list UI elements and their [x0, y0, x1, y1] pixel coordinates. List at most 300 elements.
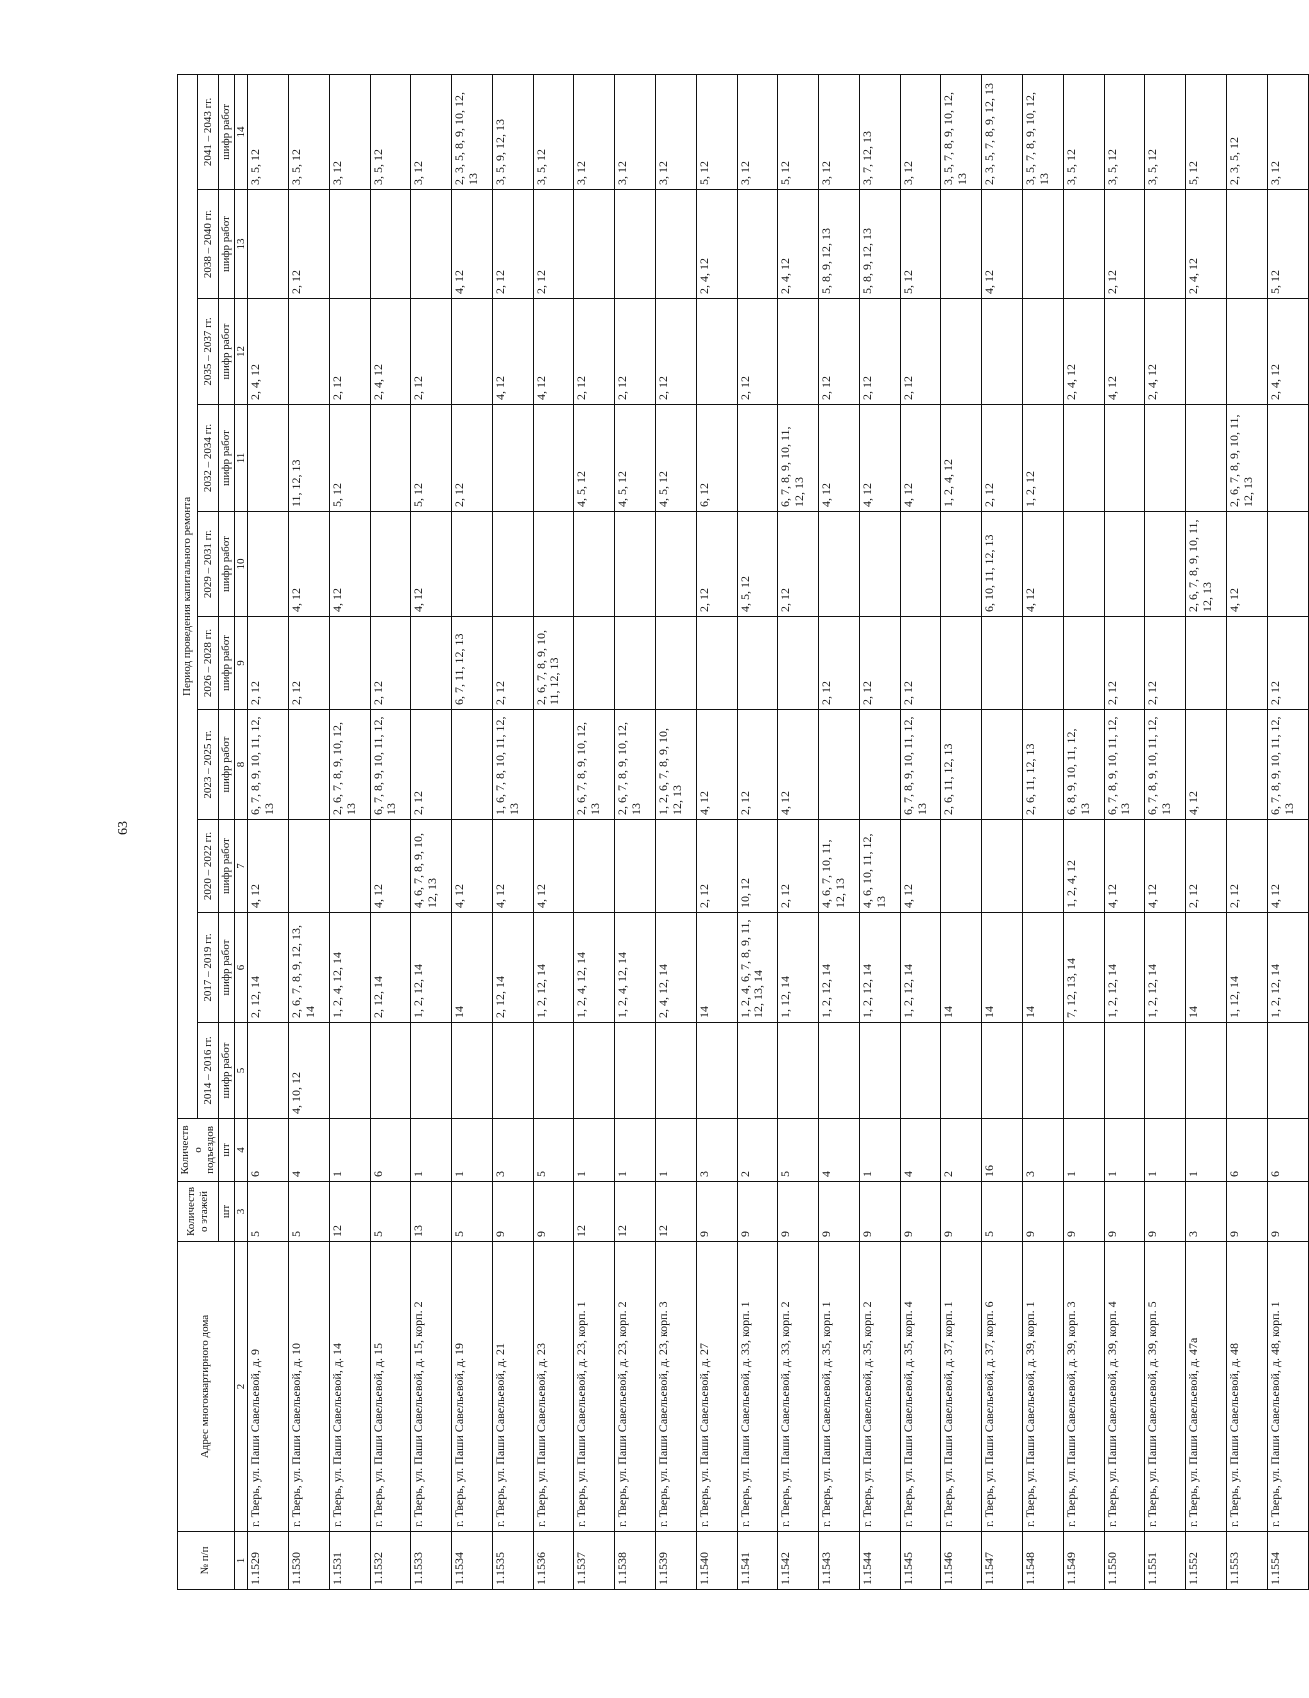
row-entrances: 6: [370, 1119, 411, 1182]
row-work-codes-period-8: 2, 12: [737, 299, 778, 405]
row-work-codes-period-10: 3, 12: [819, 74, 860, 189]
row-work-codes-period-7: [1267, 405, 1308, 512]
row-work-codes-period-7: 5, 12: [411, 405, 452, 512]
row-address: г. Тверь, ул. Паши Савельевой, д. 37, корп. 6: [982, 1242, 1023, 1532]
row-work-codes-period-4: [288, 710, 329, 820]
row-work-codes-period-7: 4, 5, 12: [574, 405, 615, 512]
row-address: г. Тверь, ул. Паши Савельевой, д. 27: [696, 1242, 737, 1532]
table-row: [533, 74, 574, 1589]
row-work-codes-period-6: [819, 512, 860, 617]
row-work-codes-period-2: 14: [696, 913, 737, 1023]
row-floors: 5: [452, 1182, 493, 1242]
row-entrances: 6: [1226, 1119, 1267, 1182]
row-entrances: 4: [819, 1119, 860, 1182]
row-address: г. Тверь, ул. Паши Савельевой, д. 39, корп. 4: [1104, 1242, 1145, 1532]
header-work-code-10: шифр работ: [218, 74, 234, 189]
row-floors: 9: [696, 1182, 737, 1242]
table-row: [329, 74, 370, 1589]
row-work-codes-period-5: [329, 617, 370, 710]
header-col-num: № п/п: [178, 1532, 235, 1590]
row-work-codes-period-10: 3, 5, 12: [288, 74, 329, 189]
row-work-codes-period-7: [492, 405, 533, 512]
header-work-code-7: шифр работ: [218, 405, 234, 512]
row-work-codes-period-4: 6, 7, 8, 9, 10, 11, 12, 13: [1104, 710, 1145, 820]
row-address: г. Тверь, ул. Паши Савельевой, д. 9: [248, 1242, 289, 1532]
row-entrances: 6: [1267, 1119, 1308, 1182]
row-work-codes-period-7: 4, 5, 12: [615, 405, 656, 512]
row-work-codes-period-1: [1145, 1023, 1186, 1119]
row-work-codes-period-5: 2, 12: [370, 617, 411, 710]
row-number: 1.1543: [819, 1532, 860, 1590]
row-work-codes-period-3: [941, 820, 982, 913]
row-work-codes-period-3: [574, 820, 615, 913]
header-work-code-4: шифр работ: [218, 710, 234, 820]
row-work-codes-period-7: 4, 5, 12: [656, 405, 697, 512]
row-work-codes-period-9: 4, 12: [982, 190, 1023, 299]
row-entrances: 1: [1063, 1119, 1104, 1182]
row-number: 1.1531: [329, 1532, 370, 1590]
row-entrances: 1: [859, 1119, 900, 1182]
row-work-codes-period-10: 3, 12: [737, 74, 778, 189]
row-work-codes-period-7: 5, 12: [329, 405, 370, 512]
row-work-codes-period-5: 6, 7, 11, 12, 13: [452, 617, 493, 710]
row-work-codes-period-4: 6, 7, 8, 9, 10, 11, 12, 13: [248, 710, 289, 820]
row-work-codes-period-8: [1023, 299, 1064, 405]
row-work-codes-period-4: [1226, 710, 1267, 820]
row-work-codes-period-8: 2, 12: [819, 299, 860, 405]
row-entrances: 1: [1104, 1119, 1145, 1182]
row-work-codes-period-1: [696, 1023, 737, 1119]
row-entrances: 1: [574, 1119, 615, 1182]
row-work-codes-period-9: [1226, 190, 1267, 299]
row-work-codes-period-7: 4, 12: [819, 405, 860, 512]
row-work-codes-period-1: [656, 1023, 697, 1119]
row-entrances: 1: [615, 1119, 656, 1182]
row-entrances: 2: [737, 1119, 778, 1182]
row-work-codes-period-10: 3, 12: [574, 74, 615, 189]
row-work-codes-period-3: [329, 820, 370, 913]
header-unit-floors: шт: [218, 1182, 234, 1242]
row-floors: 13: [411, 1182, 452, 1242]
row-work-codes-period-6: 4, 12: [329, 512, 370, 617]
row-floors: 9: [737, 1182, 778, 1242]
row-work-codes-period-9: 2, 4, 12: [778, 190, 819, 299]
column-number-7: 7: [234, 820, 248, 913]
row-work-codes-period-1: [533, 1023, 574, 1119]
row-work-codes-period-5: [941, 617, 982, 710]
row-work-codes-period-9: [329, 190, 370, 299]
rotated-page-content: [177, 75, 1299, 1590]
row-work-codes-period-5: [656, 617, 697, 710]
row-work-codes-period-2: 2, 12, 14: [370, 913, 411, 1023]
row-work-codes-period-6: [492, 512, 533, 617]
row-work-codes-period-5: 2, 12: [288, 617, 329, 710]
row-floors: 5: [288, 1182, 329, 1242]
row-work-codes-period-1: [778, 1023, 819, 1119]
row-floors: 5: [370, 1182, 411, 1242]
row-work-codes-period-2: 1, 2, 12, 14: [1104, 913, 1145, 1023]
row-work-codes-period-1: [900, 1023, 941, 1119]
table-row: [1104, 74, 1145, 1589]
row-work-codes-period-7: [533, 405, 574, 512]
row-work-codes-period-2: 14: [1023, 913, 1064, 1023]
row-work-codes-period-4: 4, 12: [1186, 710, 1227, 820]
row-work-codes-period-6: [1104, 512, 1145, 617]
row-address: г. Тверь, ул. Паши Савельевой, д. 47а: [1186, 1242, 1227, 1532]
row-work-codes-period-7: 2, 6, 7, 8, 9, 10, 11, 12, 13: [1226, 405, 1267, 512]
row-work-codes-period-3: 2, 12: [778, 820, 819, 913]
row-work-codes-period-6: [370, 512, 411, 617]
row-number: 1.1536: [533, 1532, 574, 1590]
row-floors: 9: [900, 1182, 941, 1242]
row-work-codes-period-3: [656, 820, 697, 913]
row-work-codes-period-6: [1145, 512, 1186, 617]
table-row: [1023, 74, 1064, 1589]
row-work-codes-period-4: 4, 12: [696, 710, 737, 820]
row-work-codes-period-10: 3, 7, 12, 13: [859, 74, 900, 189]
row-work-codes-period-2: 2, 12, 14: [248, 913, 289, 1023]
row-work-codes-period-5: 2, 12: [900, 617, 941, 710]
row-work-codes-period-9: 5, 8, 9, 12, 13: [819, 190, 860, 299]
header-col-address: Адрес многоквартирного дома: [178, 1242, 235, 1532]
row-work-codes-period-10: 2, 3, 5, 12: [1226, 74, 1267, 189]
row-number: 1.1530: [288, 1532, 329, 1590]
header-unit-entrances: шт: [218, 1119, 234, 1182]
row-work-codes-period-9: 2, 12: [492, 190, 533, 299]
row-work-codes-period-1: [370, 1023, 411, 1119]
row-work-codes-period-10: 3, 5, 12: [248, 74, 289, 189]
table-row: [737, 74, 778, 1589]
row-address: г. Тверь, ул. Паши Савельевой, д. 19: [452, 1242, 493, 1532]
header-period-group: Период проведения капитального ремонта: [178, 74, 198, 1118]
row-work-codes-period-9: 2, 12: [533, 190, 574, 299]
row-work-codes-period-1: [982, 1023, 1023, 1119]
row-work-codes-period-10: 3, 5, 12: [370, 74, 411, 189]
row-work-codes-period-8: 2, 12: [574, 299, 615, 405]
column-number-3: 3: [234, 1182, 248, 1242]
row-number: 1.1540: [696, 1532, 737, 1590]
header-work-code-6: шифр работ: [218, 512, 234, 617]
row-work-codes-period-8: [982, 299, 1023, 405]
row-work-codes-period-2: 1, 2, 4, 12, 14: [329, 913, 370, 1023]
row-work-codes-period-6: [574, 512, 615, 617]
column-number-13: 13: [234, 190, 248, 299]
row-work-codes-period-4: 2, 6, 11, 12, 13: [1023, 710, 1064, 820]
header-period-5: 2026 – 2028 гг.: [198, 617, 218, 710]
row-work-codes-period-6: 4, 12: [288, 512, 329, 617]
header-period-2: 2017 – 2019 гг.: [198, 913, 218, 1023]
row-work-codes-period-3: 4, 6, 7, 8, 9, 10, 12, 13: [411, 820, 452, 913]
header-period-6: 2029 – 2031 гг.: [198, 512, 218, 617]
header-row-1: [178, 74, 198, 1589]
table-body: [248, 74, 1308, 1589]
row-work-codes-period-4: [859, 710, 900, 820]
row-number: 1.1552: [1186, 1532, 1227, 1590]
row-address: г. Тверь, ул. Паши Савельевой, д. 23: [533, 1242, 574, 1532]
row-work-codes-period-7: 4, 12: [859, 405, 900, 512]
table-row: [1226, 74, 1267, 1589]
row-work-codes-period-5: 2, 12: [492, 617, 533, 710]
row-work-codes-period-5: [1226, 617, 1267, 710]
row-work-codes-period-1: [615, 1023, 656, 1119]
row-work-codes-period-1: [452, 1023, 493, 1119]
row-address: г. Тверь, ул. Паши Савельевой, д. 33, корп. 1: [737, 1242, 778, 1532]
row-work-codes-period-9: [1023, 190, 1064, 299]
row-work-codes-period-5: [982, 617, 1023, 710]
row-floors: 3: [1186, 1182, 1227, 1242]
row-address: г. Тверь, ул. Паши Савельевой, д. 37, корп. 1: [941, 1242, 982, 1532]
row-work-codes-period-8: 2, 12: [900, 299, 941, 405]
table-row: [1145, 74, 1186, 1589]
row-work-codes-period-4: [533, 710, 574, 820]
row-work-codes-period-1: [329, 1023, 370, 1119]
row-work-codes-period-9: [574, 190, 615, 299]
row-work-codes-period-1: [819, 1023, 860, 1119]
row-work-codes-period-9: 4, 12: [452, 190, 493, 299]
row-work-codes-period-9: [411, 190, 452, 299]
row-work-codes-period-5: 2, 6, 7, 8, 9, 10, 11, 12, 13: [533, 617, 574, 710]
header-work-code-9: шифр работ: [218, 190, 234, 299]
row-work-codes-period-6: 2, 12: [696, 512, 737, 617]
row-entrances: 1: [656, 1119, 697, 1182]
row-work-codes-period-8: 2, 4, 12: [1145, 299, 1186, 405]
row-number: 1.1539: [656, 1532, 697, 1590]
row-work-codes-period-7: 2, 12: [982, 405, 1023, 512]
row-work-codes-period-2: 1, 2, 12, 14: [1145, 913, 1186, 1023]
row-work-codes-period-10: 3, 5, 12: [533, 74, 574, 189]
row-work-codes-period-2: 2, 4, 12, 14: [656, 913, 697, 1023]
row-work-codes-period-10: 5, 12: [778, 74, 819, 189]
row-work-codes-period-1: [1023, 1023, 1064, 1119]
row-work-codes-period-8: 4, 12: [533, 299, 574, 405]
row-work-codes-period-7: 6, 7, 8, 9, 10, 11, 12, 13: [778, 405, 819, 512]
row-floors: 9: [1267, 1182, 1308, 1242]
column-number-6: 6: [234, 913, 248, 1023]
row-work-codes-period-3: 4, 12: [452, 820, 493, 913]
row-work-codes-period-8: 2, 12: [329, 299, 370, 405]
row-work-codes-period-7: 6, 12: [696, 405, 737, 512]
column-number-14: 14: [234, 74, 248, 189]
row-work-codes-period-5: [1023, 617, 1064, 710]
row-work-codes-period-5: [615, 617, 656, 710]
row-address: г. Тверь, ул. Паши Савельевой, д. 35, корп. 1: [819, 1242, 860, 1532]
header-col-entrances: Количество подъездов: [178, 1119, 219, 1182]
column-number-12: 12: [234, 299, 248, 405]
row-number: 1.1546: [941, 1532, 982, 1590]
row-work-codes-period-9: 5, 8, 9, 12, 13: [859, 190, 900, 299]
row-work-codes-period-10: 2, 3, 5, 7, 8, 9, 12, 13: [982, 74, 1023, 189]
row-work-codes-period-9: [656, 190, 697, 299]
row-work-codes-period-8: 2, 12: [411, 299, 452, 405]
row-work-codes-period-6: 4, 5, 12: [737, 512, 778, 617]
table-row: [778, 74, 819, 1589]
row-work-codes-period-1: [492, 1023, 533, 1119]
table-row: [1267, 74, 1308, 1589]
row-work-codes-period-1: [1267, 1023, 1308, 1119]
row-work-codes-period-4: 1, 2, 6, 7, 8, 9, 10, 12, 13: [656, 710, 697, 820]
row-work-codes-period-4: [819, 710, 860, 820]
row-work-codes-period-2: 14: [982, 913, 1023, 1023]
row-work-codes-period-6: 4, 12: [1226, 512, 1267, 617]
row-work-codes-period-8: 4, 12: [492, 299, 533, 405]
row-address: г. Тверь, ул. Паши Савельевой, д. 39, корп. 1: [1023, 1242, 1064, 1532]
column-number-5: 5: [234, 1023, 248, 1119]
header-work-code-3: шифр работ: [218, 820, 234, 913]
column-number-4: 4: [234, 1119, 248, 1182]
row-work-codes-period-9: [1145, 190, 1186, 299]
table-row: [941, 74, 982, 1589]
row-number: 1.1545: [900, 1532, 941, 1590]
row-work-codes-period-10: 3, 12: [900, 74, 941, 189]
row-floors: 12: [329, 1182, 370, 1242]
row-address: г. Тверь, ул. Паши Савельевой, д. 23, корп. 2: [615, 1242, 656, 1532]
row-work-codes-period-4: 6, 7, 8, 9, 10, 11, 12, 13: [370, 710, 411, 820]
row-work-codes-period-2: 1, 2, 12, 14: [533, 913, 574, 1023]
row-work-codes-period-9: [1063, 190, 1104, 299]
row-work-codes-period-4: 2, 6, 7, 8, 9, 10, 12, 13: [574, 710, 615, 820]
row-work-codes-period-1: [248, 1023, 289, 1119]
row-floors: 9: [492, 1182, 533, 1242]
header-column-numbers-row: [234, 74, 248, 1589]
row-entrances: 2: [941, 1119, 982, 1182]
row-work-codes-period-2: 1, 12, 14: [1226, 913, 1267, 1023]
row-work-codes-period-4: 6, 7, 8, 9, 10, 11, 12, 13: [1267, 710, 1308, 820]
row-work-codes-period-10: 3, 12: [656, 74, 697, 189]
row-work-codes-period-8: 2, 12: [615, 299, 656, 405]
row-work-codes-period-1: [1063, 1023, 1104, 1119]
repair-schedule-table: [177, 74, 1309, 1590]
row-number: 1.1541: [737, 1532, 778, 1590]
table-row: [859, 74, 900, 1589]
row-work-codes-period-10: 3, 5, 9, 12, 13: [492, 74, 533, 189]
row-number: 1.1544: [859, 1532, 900, 1590]
table-row: [492, 74, 533, 1589]
row-entrances: 16: [982, 1119, 1023, 1182]
row-work-codes-period-2: 1, 12, 14: [778, 913, 819, 1023]
row-number: 1.1548: [1023, 1532, 1064, 1590]
row-work-codes-period-10: 3, 5, 7, 8, 9, 10, 12, 13: [1023, 74, 1064, 189]
row-work-codes-period-3: 2, 12: [696, 820, 737, 913]
row-work-codes-period-3: 4, 6, 7, 10, 11, 12, 13: [819, 820, 860, 913]
row-address: г. Тверь, ул. Паши Савельевой, д. 39, корп. 5: [1145, 1242, 1186, 1532]
row-work-codes-period-2: 1, 2, 12, 14: [859, 913, 900, 1023]
row-work-codes-period-2: 1, 2, 12, 14: [1267, 913, 1308, 1023]
row-number: 1.1534: [452, 1532, 493, 1590]
row-work-codes-period-3: 4, 6, 10, 11, 12, 13: [859, 820, 900, 913]
row-work-codes-period-8: [941, 299, 982, 405]
row-work-codes-period-3: [615, 820, 656, 913]
row-number: 1.1553: [1226, 1532, 1267, 1590]
row-work-codes-period-8: 4, 12: [1104, 299, 1145, 405]
row-work-codes-period-4: 2, 6, 7, 8, 9, 10, 12, 13: [615, 710, 656, 820]
row-work-codes-period-5: 2, 12: [1267, 617, 1308, 710]
row-work-codes-period-3: 4, 12: [533, 820, 574, 913]
row-work-codes-period-2: 1, 2, 4, 12, 14: [615, 913, 656, 1023]
row-floors: 9: [778, 1182, 819, 1242]
row-work-codes-period-3: [982, 820, 1023, 913]
row-work-codes-period-5: [1186, 617, 1227, 710]
row-work-codes-period-9: 2, 4, 12: [696, 190, 737, 299]
row-entrances: 4: [900, 1119, 941, 1182]
row-work-codes-period-8: 2, 4, 12: [248, 299, 289, 405]
row-floors: 9: [859, 1182, 900, 1242]
row-work-codes-period-2: 14: [452, 913, 493, 1023]
table-row: [1186, 74, 1227, 1589]
table-row: [696, 74, 737, 1589]
row-work-codes-period-8: 2, 4, 12: [1267, 299, 1308, 405]
row-work-codes-period-1: [941, 1023, 982, 1119]
row-work-codes-period-3: 2, 12: [1226, 820, 1267, 913]
row-work-codes-period-2: 1, 2, 12, 14: [819, 913, 860, 1023]
row-work-codes-period-7: 4, 12: [900, 405, 941, 512]
row-work-codes-period-5: [778, 617, 819, 710]
row-floors: 9: [1226, 1182, 1267, 1242]
row-work-codes-period-6: 6, 10, 11, 12, 13: [982, 512, 1023, 617]
row-work-codes-period-6: [248, 512, 289, 617]
row-work-codes-period-4: 2, 6, 11, 12, 13: [941, 710, 982, 820]
row-floors: 9: [1104, 1182, 1145, 1242]
row-entrances: 1: [1145, 1119, 1186, 1182]
row-work-codes-period-3: 10, 12: [737, 820, 778, 913]
row-work-codes-period-6: [859, 512, 900, 617]
table-row: [900, 74, 941, 1589]
row-work-codes-period-5: [737, 617, 778, 710]
row-work-codes-period-9: [370, 190, 411, 299]
row-work-codes-period-4: [982, 710, 1023, 820]
row-work-codes-period-9: [737, 190, 778, 299]
row-entrances: 1: [452, 1119, 493, 1182]
row-number: 1.1547: [982, 1532, 1023, 1590]
row-work-codes-period-3: 1, 2, 4, 12: [1063, 820, 1104, 913]
row-number: 1.1538: [615, 1532, 656, 1590]
row-work-codes-period-8: 2, 12: [859, 299, 900, 405]
row-entrances: 3: [492, 1119, 533, 1182]
row-work-codes-period-7: 2, 12: [452, 405, 493, 512]
row-entrances: 6: [248, 1119, 289, 1182]
row-work-codes-period-3: 4, 12: [370, 820, 411, 913]
column-number-2: 2: [234, 1242, 248, 1532]
row-number: 1.1549: [1063, 1532, 1104, 1590]
row-number: 1.1529: [248, 1532, 289, 1590]
table-row: [615, 74, 656, 1589]
row-work-codes-period-8: [1226, 299, 1267, 405]
row-entrances: 4: [288, 1119, 329, 1182]
row-work-codes-period-5: 2, 12: [248, 617, 289, 710]
row-work-codes-period-4: 6, 7, 8, 9, 10, 11, 12, 13: [900, 710, 941, 820]
row-work-codes-period-3: 4, 12: [900, 820, 941, 913]
row-floors: 5: [982, 1182, 1023, 1242]
row-work-codes-period-8: 2, 4, 12: [370, 299, 411, 405]
row-floors: 12: [574, 1182, 615, 1242]
row-work-codes-period-1: 4, 10, 12: [288, 1023, 329, 1119]
row-work-codes-period-4: 6, 7, 8, 9, 10, 11, 12, 13: [1145, 710, 1186, 820]
row-floors: 9: [1063, 1182, 1104, 1242]
row-entrances: 3: [696, 1119, 737, 1182]
row-work-codes-period-5: [696, 617, 737, 710]
row-work-codes-period-10: 3, 12: [1267, 74, 1308, 189]
row-work-codes-period-8: [778, 299, 819, 405]
row-work-codes-period-2: 14: [941, 913, 982, 1023]
row-work-codes-period-2: 1, 2, 12, 14: [411, 913, 452, 1023]
table-row: [982, 74, 1023, 1589]
header-work-code-8: шифр работ: [218, 299, 234, 405]
row-work-codes-period-10: 3, 12: [411, 74, 452, 189]
row-work-codes-period-7: 1, 2, 12: [1023, 405, 1064, 512]
row-floors: 9: [1145, 1182, 1186, 1242]
table-row: [1063, 74, 1104, 1589]
header-period-4: 2023 – 2025 гг.: [198, 710, 218, 820]
row-number: 1.1554: [1267, 1532, 1308, 1590]
